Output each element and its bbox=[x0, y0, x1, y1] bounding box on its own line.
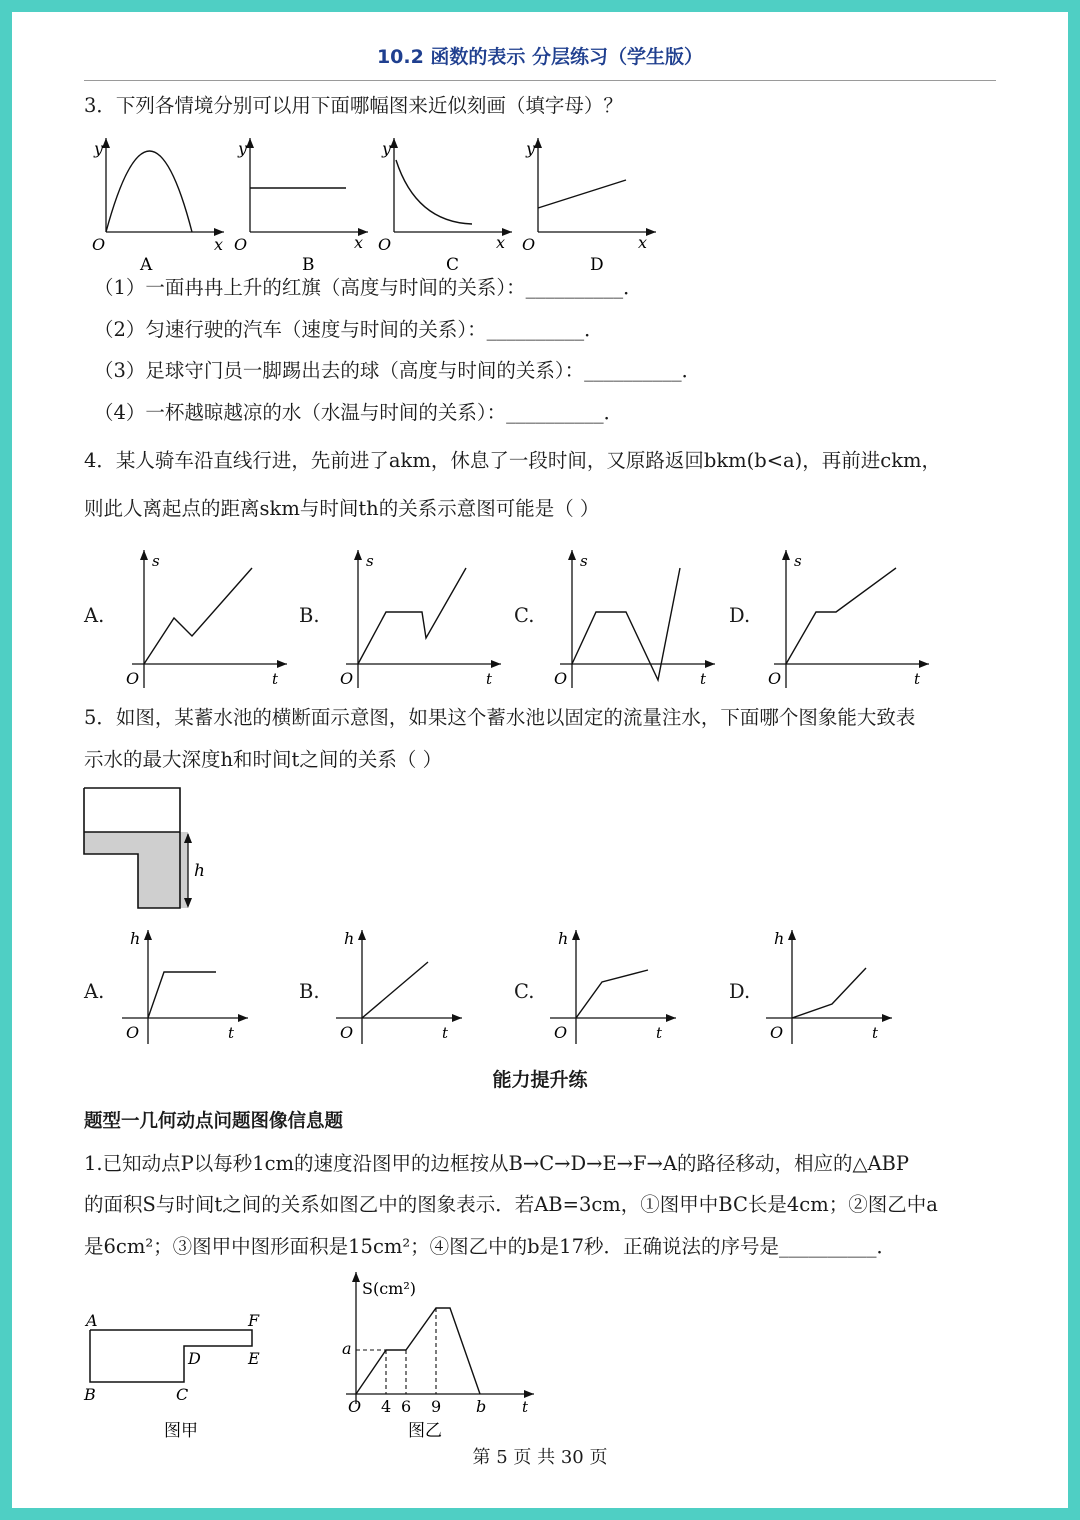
q5-option-a: A. bbox=[84, 980, 105, 1003]
fig-jia-label-a: A bbox=[86, 1311, 98, 1330]
q3c-x-label: x bbox=[496, 233, 506, 252]
q4-option-b: B. bbox=[299, 604, 320, 627]
section-subtitle: 题型一几何动点问题图像信息题 bbox=[84, 1111, 344, 1132]
q5-option-d: D. bbox=[729, 980, 751, 1003]
q5b-h: h bbox=[344, 929, 355, 948]
q3-item-1: （1）一面冉冉上升的红旗（高度与时间的关系）：__________． bbox=[94, 276, 643, 299]
page-header: 10.2 函数的表示 分层练习（学生版） bbox=[376, 46, 704, 68]
q4-option-d: D. bbox=[729, 604, 751, 627]
q4b-o: O bbox=[340, 669, 354, 688]
q5-line-2: 示水的最大深度h和时间t之间的关系（ ） bbox=[84, 748, 443, 771]
p1-line-1: 1.已知动点P以每秒1cm的速度沿图甲的边框按从B→C→D→E→F→A的路径移动，相应的△ABP bbox=[84, 1152, 909, 1175]
q3d-letter: D bbox=[590, 255, 604, 275]
fig-yi-caption: 图乙 bbox=[408, 1421, 442, 1441]
q3b-y-label: y bbox=[238, 139, 248, 158]
q3-graph-b bbox=[228, 130, 368, 275]
fig-jia bbox=[84, 1310, 284, 1440]
q5d-t: t bbox=[872, 1024, 879, 1042]
q4c-o: O bbox=[554, 669, 568, 688]
q5-option-c: C. bbox=[514, 980, 535, 1003]
fig-yi-tick-9: 9 bbox=[431, 1397, 442, 1416]
q3a-y-label: y bbox=[94, 139, 104, 158]
q3-item-4: （4）一杯越晾越凉的水（水温与时间的关系）：__________． bbox=[94, 401, 624, 424]
q4c-t: t bbox=[700, 670, 707, 688]
fig-jia-label-e: E bbox=[248, 1349, 260, 1368]
q4-line-2: 则此人离起点的距离skm与时间th的关系示意图可能是（ ） bbox=[84, 497, 600, 520]
fig-jia-label-b: B bbox=[84, 1385, 96, 1404]
q5-option-b: B. bbox=[299, 980, 320, 1003]
q5b-t: t bbox=[442, 1024, 449, 1042]
q3-graph-d bbox=[516, 130, 656, 275]
q4-line-1: 4．某人骑车沿直线行进，先前进了akm，休息了一段时间，又原路返回bkm(b<a)，再前进ckm， bbox=[84, 449, 942, 472]
fig-jia-label-c: C bbox=[176, 1385, 189, 1404]
fig-yi-tick-4: 4 bbox=[381, 1397, 392, 1416]
q5-reservoir-figure bbox=[84, 788, 234, 918]
q4a-s: s bbox=[152, 552, 160, 570]
q4-graph-c bbox=[550, 540, 720, 690]
worksheet-page bbox=[12, 12, 1068, 1508]
q5-graph-a bbox=[120, 926, 260, 1046]
q3d-y-label: y bbox=[526, 139, 536, 158]
fig-yi-a-label: a bbox=[342, 1339, 352, 1358]
q5-graph-d bbox=[764, 926, 904, 1046]
q4a-t: t bbox=[272, 670, 279, 688]
q3-item-3: （3）足球守门员一脚踢出去的球（高度与时间的关系）：__________． bbox=[94, 359, 702, 382]
p1-line-3: 是6cm²；③图甲中图形面积是15cm²；④图乙中的b是17秒．正确说法的序号是__________． bbox=[84, 1235, 896, 1258]
q3d-origin: O bbox=[522, 235, 536, 254]
q3-stem: 3．下列各情境分别可以用下面哪幅图来近似刻画（填字母）？ bbox=[84, 94, 623, 117]
fig-yi-tick-6: 6 bbox=[401, 1397, 412, 1416]
q3a-x-label: x bbox=[214, 235, 224, 254]
q5-h-label: h bbox=[194, 861, 205, 881]
q3d-x-label: x bbox=[638, 233, 648, 252]
fig-yi-origin: O bbox=[348, 1397, 362, 1416]
q3b-letter: B bbox=[302, 255, 315, 275]
q4-option-c: C. bbox=[514, 604, 535, 627]
fig-yi bbox=[330, 1264, 550, 1442]
q5-line-1: 5．如图，某蓄水池的横断面示意图，如果这个蓄水池以固定的流量注水，下面哪个图象能大致表 bbox=[84, 706, 916, 729]
q3a-origin: O bbox=[92, 235, 106, 254]
q4b-s: s bbox=[366, 552, 374, 570]
q5d-h: h bbox=[774, 929, 785, 948]
q3b-origin: O bbox=[234, 235, 248, 254]
q3a-letter: A bbox=[140, 255, 153, 275]
q5-graph-b bbox=[334, 926, 474, 1046]
fig-jia-label-f: F bbox=[248, 1311, 260, 1330]
q4-option-a: A. bbox=[84, 604, 105, 627]
q5a-o: O bbox=[126, 1023, 140, 1042]
section-title: 能力提升练 bbox=[492, 1069, 588, 1091]
q3c-letter: C bbox=[446, 255, 460, 275]
q4d-o: O bbox=[768, 669, 782, 688]
q4c-s: s bbox=[580, 552, 588, 570]
q5a-t: t bbox=[228, 1024, 235, 1042]
q3b-x-label: x bbox=[354, 233, 364, 252]
fig-yi-x-label: t bbox=[522, 1398, 529, 1416]
q5a-h: h bbox=[130, 929, 141, 948]
header-rule bbox=[84, 80, 996, 81]
q3-item-2: （2）匀速行驶的汽车（速度与时间的关系）：__________． bbox=[94, 318, 604, 341]
q3c-y-label: y bbox=[382, 139, 392, 158]
q3c-origin: O bbox=[378, 235, 392, 254]
fig-jia-label-d: D bbox=[188, 1349, 201, 1368]
q4-graph-b bbox=[336, 540, 506, 690]
p1-line-2: 的面积S与时间t之间的关系如图乙中的图象表示．若AB=3cm，①图甲中BC长是4cm；②图乙中a bbox=[84, 1193, 938, 1216]
q4d-s: s bbox=[794, 552, 802, 570]
q5c-t: t bbox=[656, 1024, 663, 1042]
q4b-t: t bbox=[486, 670, 493, 688]
q3-graph-c bbox=[372, 130, 512, 275]
q3-graph-a bbox=[84, 130, 224, 275]
page-footer: 第 5 页 共 30 页 bbox=[472, 1447, 608, 1468]
fig-yi-b-label: b bbox=[476, 1397, 487, 1416]
q5-graph-c bbox=[548, 926, 688, 1046]
fig-jia-caption: 图甲 bbox=[164, 1421, 198, 1441]
q4a-o: O bbox=[126, 669, 140, 688]
q5c-h: h bbox=[558, 929, 569, 948]
q5b-o: O bbox=[340, 1023, 354, 1042]
q4d-t: t bbox=[914, 670, 921, 688]
q5d-o: O bbox=[770, 1023, 784, 1042]
q4-graph-d bbox=[764, 540, 934, 690]
fig-yi-y-label: S(cm²) bbox=[362, 1279, 416, 1298]
q5c-o: O bbox=[554, 1023, 568, 1042]
q4-graph-a bbox=[122, 540, 292, 690]
